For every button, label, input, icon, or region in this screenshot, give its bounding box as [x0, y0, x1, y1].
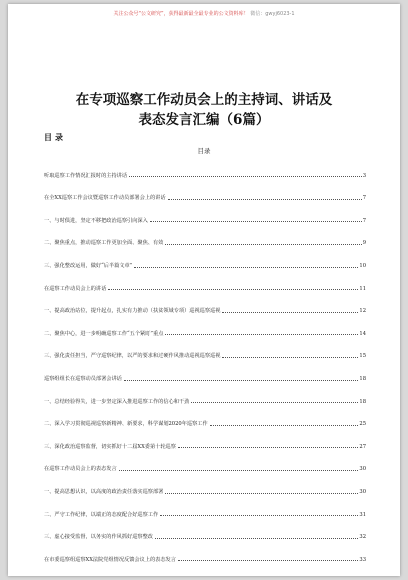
toc-entry[interactable]: [44, 269, 366, 292]
toc-entry[interactable]: [44, 359, 366, 382]
toc-leader-dots: [129, 175, 362, 177]
toc-leader-dots: [222, 356, 358, 358]
toc-entry-page: 15: [359, 353, 366, 360]
toc-title: 目录: [197, 147, 211, 155]
toc-leader-dots: [168, 198, 362, 200]
toc-entry[interactable]: [44, 314, 366, 337]
toc-entry-page: 12: [359, 308, 366, 315]
toc-leader-dots: [165, 492, 358, 494]
toc-leader-dots: [165, 333, 358, 335]
toc-entry-page: 18: [359, 398, 366, 405]
toc-entry-label: 二、聚焦重点，推动巡察工作更加全面、聚焦、有效: [44, 240, 164, 247]
toc-entry[interactable]: [44, 405, 366, 428]
toc-entry[interactable]: [44, 472, 366, 495]
toc-leader-dots: [222, 311, 358, 313]
toc-entry[interactable]: [44, 450, 366, 473]
toc-entry[interactable]: [44, 540, 366, 563]
toc-leader-dots: [108, 288, 358, 290]
toc-leader-dots: [178, 446, 359, 448]
toc-entry-page: 3: [362, 172, 366, 179]
toc-entry-label: 三、强化整改运用，做好“后半篇文章”: [44, 262, 133, 269]
toc-leader-dots: [191, 401, 358, 403]
toc-entry-label: 在市委巡察组巡察XX法院党组情况反馈会议上的表态发言: [44, 556, 176, 563]
document-page: [8, 4, 400, 576]
toc-entry-label: 二、深入学习贯彻巡视巡察新精神、新要求，科学谋划2020年巡察工作: [44, 421, 208, 428]
toc-entry-label: 一、提高政治站位，提升起点，扎实有力推动（扶贫领域专项）巡视巡察巡视: [44, 308, 221, 315]
toc-entry-label: 一、提高思想认识，以高度的政治责任落实巡察部署: [44, 488, 164, 495]
toc-entry[interactable]: [44, 427, 366, 450]
toc-entry-label: 二、严守工作纪律，以端正的态度配合好巡察工作: [44, 511, 159, 518]
toc-entry-label: 听取巡察工作情况汇报时的主持讲话: [44, 172, 128, 179]
toc-entry[interactable]: [44, 292, 366, 315]
title-line: 表态发言汇编（6篇）: [138, 112, 270, 128]
toc-entry-page: 14: [359, 330, 366, 337]
toc-leader-dots: [124, 379, 359, 381]
toc-entry-label: 一、与时俱进，坚定不移把政治巡察引向深入: [44, 217, 148, 224]
title-line: 在专项巡察工作动员会上的主持词、讲话及: [75, 92, 333, 108]
toc-entry-label: 巡察组组长在巡察动员部署会讲话: [44, 375, 122, 382]
toc-leader-dots: [134, 266, 358, 268]
toc-entry-page: 7: [362, 195, 366, 202]
toc-entry-page: 10: [359, 262, 366, 269]
toc-entry[interactable]: [44, 518, 366, 541]
toc-entry-page: 33: [359, 556, 366, 563]
toc-entry[interactable]: [44, 495, 366, 518]
toc-entry-page: 18: [359, 375, 366, 382]
toc-entry[interactable]: [44, 382, 366, 405]
toc-entry-page: 9: [362, 240, 366, 247]
toc-entry-label: 在全XX巡察工作会议暨巡察工作动员部署会上的讲话: [44, 195, 166, 202]
toc-entry-label: 三、深化政治巡察监督，切实抓好十二届XX委第十轮巡察: [44, 443, 176, 450]
table-of-contents: [44, 156, 366, 563]
toc-leader-dots: [160, 514, 358, 516]
banner-text: 关注公众号“公文研究”，获得最新最全最专业的公文资料库！: [113, 11, 249, 17]
toc-entry-label: 三、强化责任担当，严守巡察纪律，以严的要求和过硬作风推动巡视巡察巡视: [44, 353, 221, 360]
toc-leader-dots: [178, 559, 359, 561]
document-title: [8, 90, 400, 130]
toc-entry-label: 在巡察工作动员会上的讲话: [44, 285, 107, 292]
toc-entry-label: 三、虚心接受监督，以务实的作风抓好巡察整改: [44, 534, 153, 541]
toc-entry-page: 27: [359, 443, 366, 450]
toc-entry-page: 11: [359, 285, 366, 292]
toc-entry[interactable]: [44, 201, 366, 224]
toc-entry-page: 30: [359, 466, 366, 473]
toc-entry[interactable]: [44, 179, 366, 202]
toc-leader-dots: [155, 537, 358, 539]
toc-entry-page: 7: [362, 217, 366, 224]
toc-leader-dots: [150, 220, 362, 222]
toc-entry[interactable]: [44, 337, 366, 360]
contents-heading: 目录: [44, 132, 66, 142]
toc-leader-dots: [119, 469, 359, 471]
toc-entry-label: 在巡察工作动员会上的表态发言: [44, 466, 117, 473]
toc-entry[interactable]: [44, 224, 366, 247]
toc-entry-page: 25: [359, 421, 366, 428]
toc-leader-dots: [165, 243, 361, 245]
promo-banner: [8, 10, 400, 17]
toc-entry-page: 32: [359, 534, 366, 541]
toc-entry-label: 二、聚焦中心，进一步明确巡察工作“五个紧盯”重点: [44, 330, 164, 337]
toc-entry[interactable]: [44, 246, 366, 269]
toc-entry-page: 31: [359, 511, 366, 518]
banner-contact: 微信：gwyj6023-1: [250, 11, 295, 17]
toc-leader-dots: [210, 424, 359, 426]
toc-entry-label: 一、总结经验得失，进一步坚定深入推进巡察工作的信心和干劲: [44, 398, 190, 405]
toc-entry-page: 30: [359, 488, 366, 495]
toc-entry[interactable]: [44, 156, 366, 179]
